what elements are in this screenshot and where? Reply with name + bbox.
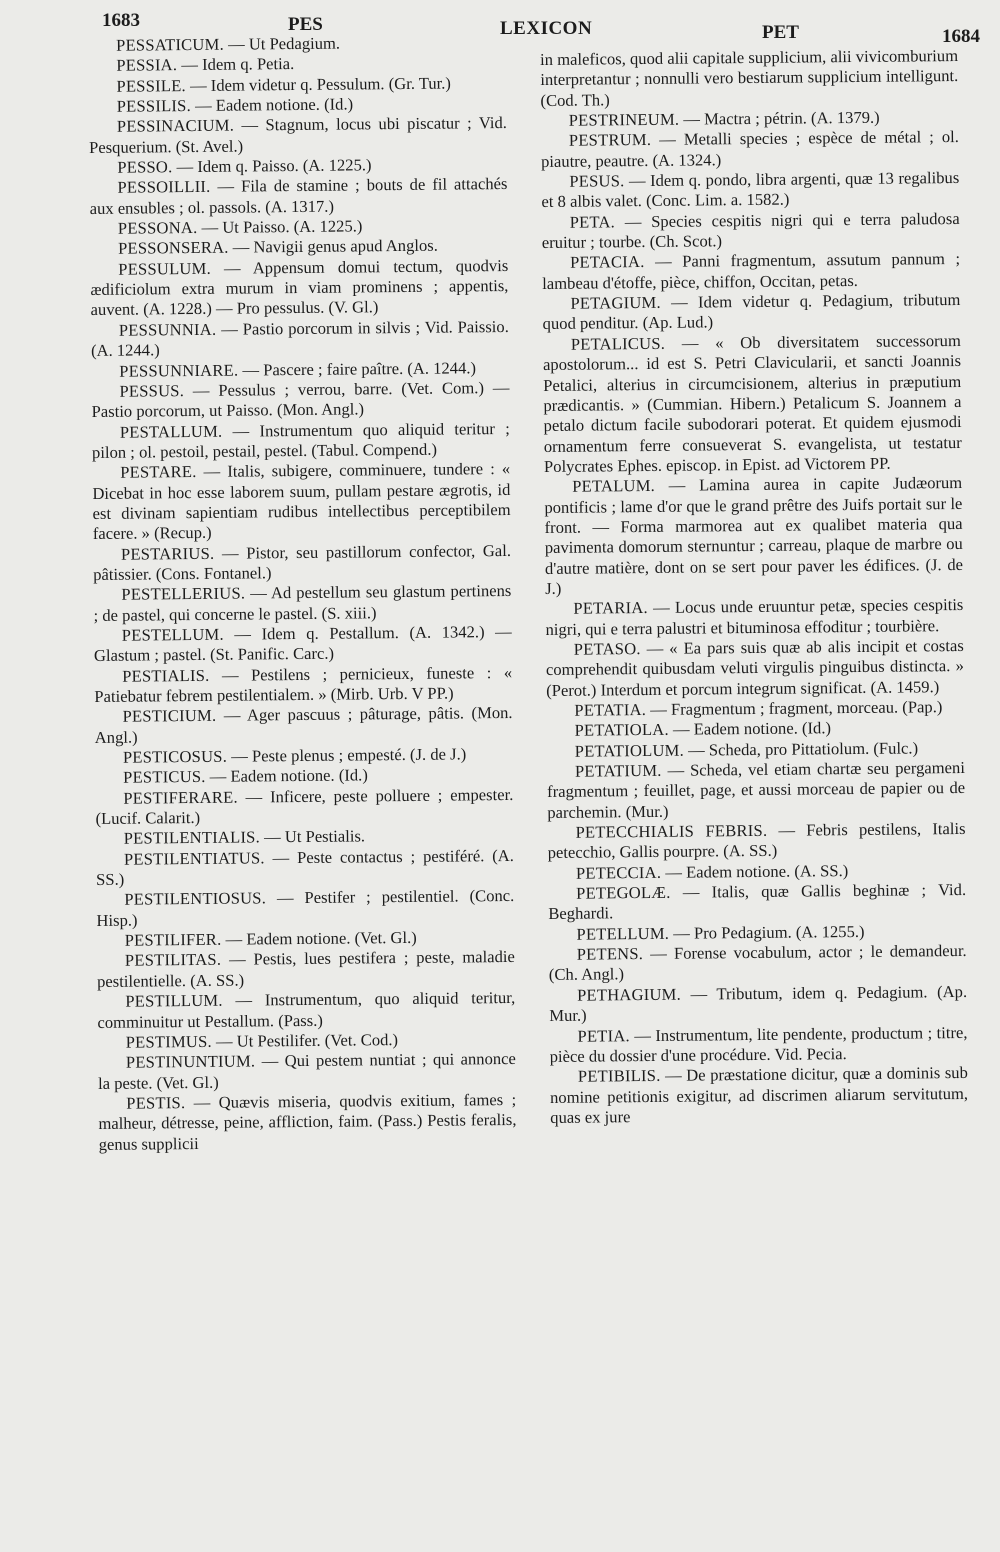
entry-headword: PETENS. <box>576 944 644 964</box>
entry-headword: PESSUNNIA. <box>118 319 217 340</box>
entry-headword: PESUS. <box>569 171 625 191</box>
entry-headword: PESTINUNTIUM. <box>125 1051 256 1072</box>
entry-headword: PESTIALIS. <box>122 665 210 686</box>
entry-definition: — Locus unde eruuntur petæ, species cespitis nigri, qui e terra palustri et bituminosa effoditur ; tourbière. <box>545 595 964 639</box>
entry-definition: — « Ea pars suis quæ ab alis incipit et costas comprehendit quibusdam veluti virgulis pinguibus distincta. » (Perot.) Interdum et porcum integrum significat. (A. 1459.) <box>545 635 965 700</box>
dictionary-entry <box>542 249 960 294</box>
entry-headword: PESTIMUS. <box>125 1031 212 1052</box>
entry-headword: PESSONA. <box>117 218 198 238</box>
entry-headword: PESTILIFER. <box>124 929 222 950</box>
entry-headword: PESTICOSUS. <box>122 746 228 767</box>
entry-definition: — Ut Pestialis. <box>263 826 366 847</box>
entry-headword: PESSO. <box>117 157 173 177</box>
entry-definition: — Eadem notione. (Vet. Gl.) <box>225 928 417 949</box>
entry-definition: — Navigii genus apud Anglos. <box>232 236 438 258</box>
entry-definition: — Pastio porcorum in silvis ; Vid. Paissio. (A. 1244.) <box>90 316 509 361</box>
entry-definition: — Pascere ; faire paître. (A. 1244.) <box>242 357 477 380</box>
entry-headword: PETALICUS. <box>570 333 666 354</box>
page-number-right: 1684 <box>942 26 980 47</box>
entry-headword: PESSOILLII. <box>117 177 211 198</box>
dictionary-entry <box>547 758 966 823</box>
entry-definition: — Lamina aurea in capite Judæorum pontificis ; lame d'or que le grand prêtre des Juifs portait sur le front. — Forma marmorea aut ex qualibet materia qua pavimenta domorum sternuntur ; carreau, plaque de marbre ou d'autre matière, dont on se sert pour paver les édifices. (J. de J.) <box>544 473 964 598</box>
dictionary-entry <box>91 317 509 362</box>
entry-headword: PESTRUM. <box>568 130 652 151</box>
dictionary-entry <box>88 73 506 97</box>
dictionary-entry <box>90 256 509 321</box>
entry-headword: PETECCIA. <box>575 862 662 883</box>
entry-definition: — Scheda, vel etiam chartæ seu pergameni fragmentum ; feuillet, page, et aussi morceau de papier ou de parchemin. (Mur.) <box>547 757 966 822</box>
entry-headword: PETELLUM. <box>576 923 670 944</box>
entry-definition: — Eadem notione. (Id.) <box>209 765 368 787</box>
entry-definition: — Pestilens ; pernicieux, funeste : « Patiebatur febrem pestilentialem. » (Mirb. Urb. V PP.) <box>94 662 513 706</box>
entry-headword: PETIBILIS. <box>577 1066 661 1086</box>
entry-definition: — Pestifer ; pestilentiel. (Conc. Hisp.) <box>96 886 515 930</box>
entry-definition: — Scheda, pro Pittatiolum. (Fulc.) <box>687 738 919 760</box>
entry-definition: — Fila de stamine ; bouts de fil attachés aux ensubles ; ol. passols. (A. 1317.) <box>89 174 508 218</box>
entry-headword: PETATIUM. <box>574 760 662 781</box>
entry-definition: — Ad pestellum seu glastum pertinens ; de pastel, qui concerne le pastel. (S. xiii.) <box>93 581 512 625</box>
entry-headword: PESSINACIUM. <box>116 115 235 137</box>
dictionary-entry <box>89 113 507 158</box>
entry-definition: — Pessulus ; verrou, barre. (Vet. Com.) — Pastio porcorum, ut Paisso. (Mon. Angl.) <box>91 377 510 422</box>
entry-definition: — Instrumentum quo aliquid teritur ; pilon ; ol. pestoil, pestail, pestel. (Tabul. Compend.) <box>91 418 510 462</box>
dictionary-entry <box>92 459 511 544</box>
entry-headword: PESSIA. <box>116 55 178 76</box>
entry-definition: — Eadem notione. (A. SS.) <box>665 860 849 882</box>
entry-headword: PESTILLUM. <box>125 990 223 1011</box>
entry-headword: PESSONSERA. <box>117 238 229 259</box>
dictionary-entry <box>98 1049 516 1094</box>
entry-headword: PESSILIS. <box>116 96 191 116</box>
entry-definition: — Ut Pedagium. <box>227 33 341 54</box>
dictionary-entry <box>549 941 967 986</box>
entry-definition: — Tributum, idem q. Pedagium. (Ap. Mur.) <box>549 981 968 1026</box>
entry-headword: PETACIA. <box>569 252 645 273</box>
entry-definition: — Eadem notione. (Id.) <box>194 94 354 116</box>
entry-headword: PESSUS. <box>119 380 185 401</box>
dictionary-entry <box>94 703 512 748</box>
entry-definition: — Stagnum, locus ubi piscatur ; Vid. Pesquerium. (St. Avel.) <box>88 113 507 157</box>
dictionary-entry <box>549 982 967 1027</box>
entry-headword: PETA. <box>569 212 616 232</box>
entry-headword: PETARIA. <box>573 598 648 618</box>
dictionary-entry <box>547 819 965 864</box>
entry-definition: — Idem videtur q. Pessulum. (Gr. Tur.) <box>189 73 451 95</box>
entry-headword: PESSILE. <box>116 75 186 96</box>
entry-definition: — Forense vocabulum, actor ; le demandeur. (Ch. Angl.) <box>548 941 967 985</box>
entry-definition: — Pestis, lues pestifera ; peste, maladie pestilentielle. (A. SS.) <box>96 947 515 991</box>
dictionary-entry <box>92 419 510 464</box>
entry-headword: PETASO. <box>573 639 641 659</box>
dictionary-entry <box>548 880 966 925</box>
dictionary-entry <box>545 595 963 640</box>
dictionary-entry <box>96 846 514 891</box>
entry-definition: — Italis, subigere, comminuere, tundere : « Dicebat in hoc esse laborem suum, pullam pestare ægrotis, id est divinam sapientiam rudibus intellectibus perceptibilem facere. » (Recup.) <box>92 459 511 544</box>
entry-definition: — Metalli species ; espèce de métal ; ol. piautre, peautre. (A. 1324.) <box>540 127 959 171</box>
entry-definition: — Idem q. Pestallum. (A. 1342.) — Glastum ; pastel. (St. Panific. Carc.) <box>93 621 512 666</box>
entry-definition: — Inficere, peste polluere ; empester. (Lucif. Calarit.) <box>95 784 514 829</box>
entry-headword: PETATIOLA. <box>574 720 669 741</box>
entry-definition: — Ager pascuus ; pâturage, pâtis. (Mon. Angl.) <box>94 703 513 747</box>
entry-definition: — Panni fragmentum, assutum pannum ; lambeau d'étoffe, pièce, chiffon, Occitan, petas. <box>542 249 961 293</box>
entry-headword: PESTRINEUM. <box>568 109 680 130</box>
dictionary-entry <box>91 378 509 423</box>
dictionary-entry <box>89 174 507 219</box>
dictionary-entry <box>541 127 959 172</box>
entry-headword: PESTELLERIUS. <box>121 583 246 604</box>
page-number-left: 1683 <box>102 10 140 31</box>
entry-headword: PETATIA. <box>574 700 647 720</box>
entry-headword: PESTILENTIOSUS. <box>124 888 267 910</box>
dictionary-entry <box>542 209 960 254</box>
running-headword-left: PES <box>288 14 323 35</box>
entry-headword: PESTILENTIALIS. <box>123 827 260 849</box>
entry-definition: — Pro Pedagium. (A. 1255.) <box>673 921 865 943</box>
entry-headword: PETECCHIALIS FEBRIS. <box>575 820 768 842</box>
entry-headword: PESTIS. <box>126 1092 186 1113</box>
entry-headword: PESTILENTIATUS. <box>123 848 265 869</box>
dictionary-entry <box>546 636 965 701</box>
dictionary-entry <box>542 290 960 335</box>
entry-definition: — Idem q. pondo, libra argenti, quæ 13 regalibus et 8 albis valet. (Conc. Lim. a. 1582.) <box>541 168 960 212</box>
entry-headword: PETALUM. <box>572 476 656 496</box>
entry-definition: — « Ob diversitatem successorum apostolorum... id est S. Petri Clavicularii, et sancti Joannis Petalici, alterius in circumcisionem, alterius in præputium prædicantis. » (Cummian. Hibern.) Petalicum S. Joannem a petalo dictum facile subodorari poterat. Et quidem ejusmodi ornamentum ferre consueverat S. evangelista, ut testatur Polycrates Ephes. episcop. in Epist. ad Victorem PP. <box>542 330 962 476</box>
entry-definition: — Peste plenus ; empesté. (J. de J.) <box>231 744 467 766</box>
entry-headword: PESTELLUM. <box>121 624 224 645</box>
entry-headword: PESTIFERARE. <box>123 787 238 808</box>
entry-definition: — Ut Pestilifer. (Vet. Cod.) <box>215 1029 399 1051</box>
entry-definition: — Qui pestem nuntiat ; qui annonce la peste. (Vet. Gl.) <box>97 1049 516 1093</box>
entry-definition: — Instrumentum, lite pendente, productum ; titre, pièce du dossier d'une procédure. Vid. Pecia. <box>549 1022 968 1066</box>
right-column <box>540 46 968 1128</box>
entry-definition: — Mactra ; pétrin. (A. 1379.) <box>683 107 880 129</box>
entry-headword: PETHAGIUM. <box>576 984 682 1005</box>
right-column-entries <box>541 107 969 1128</box>
dictionary-entry <box>93 541 511 586</box>
entry-headword: PETAGIUM. <box>570 292 661 313</box>
entry-headword: PETEGOLÆ. <box>576 882 671 903</box>
dictionary-entry <box>95 785 513 830</box>
entry-headword: PESTILITAS. <box>124 950 222 971</box>
dictionary-entry <box>94 622 512 667</box>
dictionary-entry <box>543 331 962 477</box>
entry-definition: — Quævis miseria, quodvis exitium, fames ; malheur, détresse, peine, affliction, faim. (Pass.) Pestis feralis, genus supplicii <box>98 1089 517 1154</box>
entry-headword: PESSULUM. <box>118 258 211 279</box>
entry-headword: PETATIOLUM. <box>574 740 685 761</box>
entry-definition: — Pistor, seu pastillorum confector, Gal. pâtissier. (Cons. Fontanel.) <box>93 540 512 584</box>
dictionary-entry <box>94 663 512 708</box>
entry-definition: — Eadem notione. (Id.) <box>672 718 832 740</box>
dictionary-entry <box>549 1022 967 1067</box>
dictionary-entry <box>97 988 515 1033</box>
entry-headword: PESSUNNIARE. <box>119 360 239 381</box>
entry-definition: — Peste contactus ; pestiféré. (A. SS.) <box>96 845 514 890</box>
entry-definition: — Febris pestilens, Italis petecchio, Gallis pourpre. (A. SS.) <box>547 819 966 863</box>
entry-definition: — De præstatione dicitur, quæ a dominis sub nomine petitionis exigitur, ad discrimen aliarum servitutum, quas ex jure <box>549 1063 969 1127</box>
running-title: LEXICON <box>500 18 593 39</box>
continuation-text: in maleficos, quod alii capitale supplicium, alii vivicomburium interpretantur ; nonnulli vero bestiarum supplicium intelligunt. (Cod. Th.) <box>540 45 959 110</box>
running-headword-right: PET <box>762 22 799 43</box>
entry-headword: PESTICUS. <box>123 767 206 788</box>
dictionary-entry <box>93 581 511 626</box>
entry-headword: PESTARE. <box>120 462 197 482</box>
dictionary-entry <box>550 1063 969 1128</box>
entry-definition: — Idem q. Petia. <box>181 54 295 75</box>
dictionary-entry <box>98 1090 517 1155</box>
entry-definition: — Ut Paisso. (A. 1225.) <box>201 216 363 238</box>
entry-definition: — Idem q. Paisso. (A. 1225.) <box>176 155 372 177</box>
entry-headword: PESTICIUM. <box>122 706 217 727</box>
dictionary-entry <box>544 473 963 599</box>
left-column <box>88 32 517 1155</box>
dictionary-entry <box>96 886 514 931</box>
entry-headword: PESSATICUM. <box>115 34 224 55</box>
entry-definition: — Italis, quæ Gallis beghinæ ; Vid. Beghardi. <box>548 880 967 924</box>
entry-headword: PESTARIUS. <box>120 543 215 564</box>
dictionary-entry <box>97 947 515 992</box>
entry-headword: PETIA. <box>577 1025 630 1046</box>
entry-definition: — Idem videtur q. Pedagium, tributum quod penditur. (Ap. Lud.) <box>542 290 961 334</box>
entry-definition: — Fragmentum ; fragment, morceau. (Pap.) <box>650 697 943 719</box>
entry-definition: — Species cespitis nigri qui e terra paludosa eruitur ; tourbe. (Ch. Scot.) <box>541 208 960 253</box>
entry-headword: PESTALLUM. <box>119 421 223 442</box>
entry-definition: — Appensum domui tectum, quodvis ædificiolum extra murum in viam prominens ; appentis, auvent. (A. 1228.) — Pro pessulus. (V. Gl.) <box>90 255 509 320</box>
dictionary-entry <box>541 168 959 213</box>
entry-definition: — Instrumentum, quo aliquid teritur, comminuitur ut Pestallum. (Pass.) <box>97 988 516 1032</box>
